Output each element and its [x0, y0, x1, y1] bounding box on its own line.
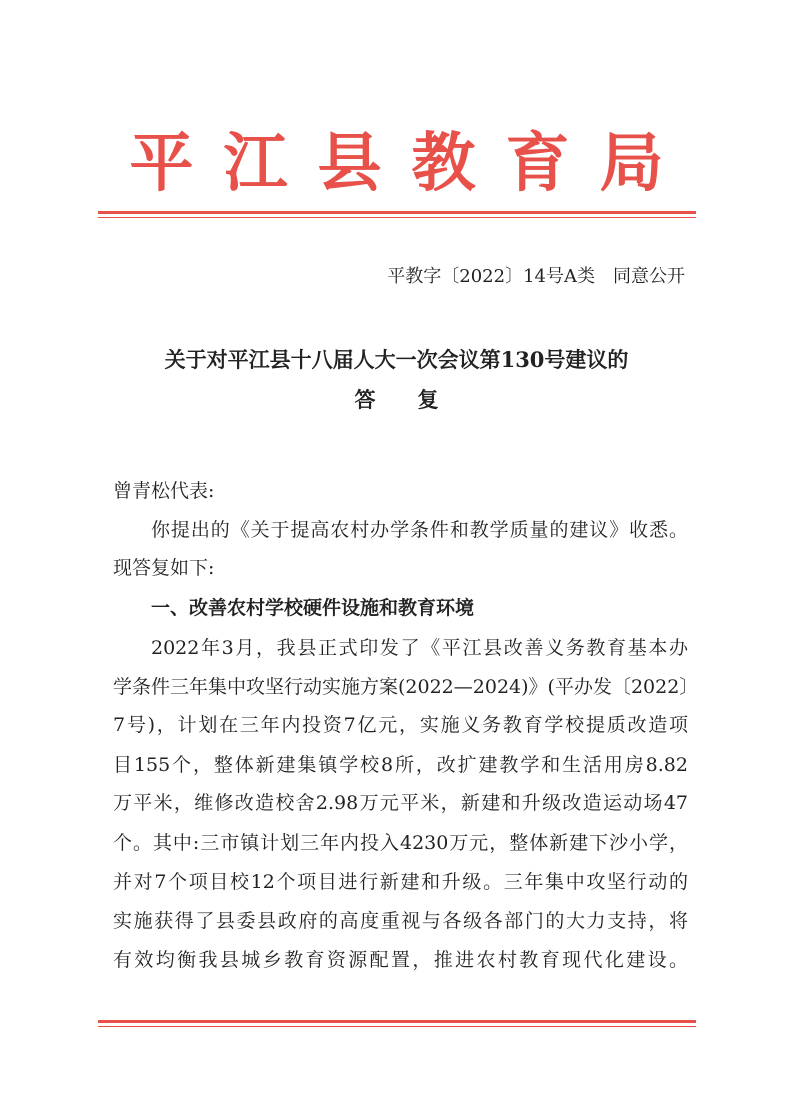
footer-divider: [98, 1020, 696, 1027]
body-line: 实施获得了县委县政府的高度重视与各级各部门的大力支持，将: [113, 910, 688, 932]
body-line: 并对7个项目校12个项目进行新建和升级。三年集中攻坚行动的: [113, 871, 688, 893]
body-line: 目155个，整体新建集镇学校8所，改扩建教学和生活用房8.82: [113, 754, 688, 776]
body-line: 万平米，维修改造校舍2.98万元平米，新建和升级改造运动场47: [113, 792, 688, 814]
body-line: 学条件三年集中攻坚行动实施方案(2022—2024)》(平办发〔2022〕: [113, 676, 699, 698]
document-title: 关于对平江县十八届人大一次会议第130号建议的: [164, 347, 629, 372]
body-line: 你提出的《关于提高农村办学条件和教学质量的建议》收悉。: [151, 519, 688, 541]
body-line: 现答复如下:: [113, 557, 215, 579]
body-line: 有效均衡我县城乡教育资源配置，推进农村教育现代化建设。: [113, 949, 688, 971]
document-number: 平教字〔2022〕14号A类 同意公开: [387, 266, 685, 287]
salutation: 曾青松代表:: [113, 480, 215, 502]
body-line: 个。其中:三市镇计划三年内投入4230万元，整体新建下沙小学，: [113, 832, 688, 854]
masthead-title: 平江县教育局: [129, 126, 694, 201]
document-title-reply: 答 复: [354, 387, 439, 412]
masthead-divider: [98, 211, 696, 218]
body-line: 7号)，计划在三年内投资7亿元，实施义务教育学校提质改造项: [113, 714, 688, 736]
section-heading: 一、改善农村学校硬件设施和教育环境: [151, 597, 475, 619]
body-line: 2022年3月，我县正式印发了《平江县改善义务教育基本办: [151, 637, 688, 659]
